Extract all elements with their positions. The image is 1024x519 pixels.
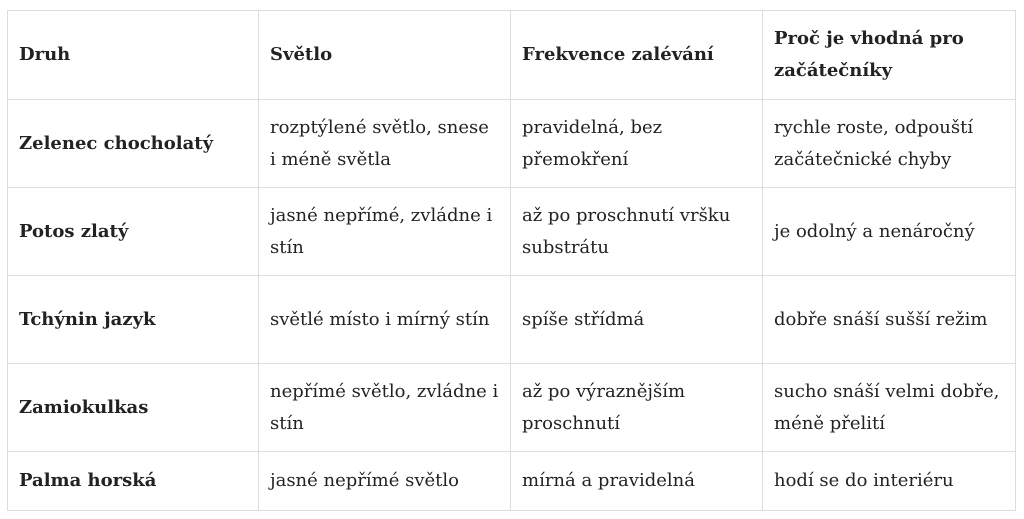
header-cell-svetlo: Světlo (259, 11, 511, 100)
table-cell-watering: až po výraznějším proschnutí (511, 364, 763, 452)
table-header (8, 11, 1016, 100)
table-cell-species: Zamiokulkas (8, 364, 259, 452)
header-cell-frekvence: Frekvence zalévání (511, 11, 763, 100)
table-row (8, 188, 1016, 276)
table-cell-light: jasné nepřímé světlo (259, 452, 511, 511)
table-cell-watering: spíše střídmá (511, 276, 763, 364)
table-row (8, 100, 1016, 188)
table-cell-light: nepřímé světlo, zvládne i stín (259, 364, 511, 452)
table-cell-reason: rychle roste, odpouští začátečnické chyby (763, 100, 1016, 188)
table-row (8, 364, 1016, 452)
table-row (8, 452, 1016, 511)
table-container (7, 10, 1015, 511)
table-cell-watering: pravidelná, bez přemokření (511, 100, 763, 188)
table-cell-reason: sucho snáší velmi dobře, méně přelití (763, 364, 1016, 452)
table-cell-watering: až po proschnutí vršku substrátu (511, 188, 763, 276)
table-cell-species: Zelenec chocholatý (8, 100, 259, 188)
header-cell-proc: Proč je vhodná pro začátečníky (763, 11, 1016, 100)
header-row (8, 11, 1016, 100)
table-cell-species: Palma horská (8, 452, 259, 511)
table-cell-reason: je odolný a nenáročný (763, 188, 1016, 276)
table-body (8, 100, 1016, 511)
table-cell-species: Tchýnin jazyk (8, 276, 259, 364)
table-cell-reason: hodí se do interiéru (763, 452, 1016, 511)
header-cell-druh: Druh (8, 11, 259, 100)
table-cell-light: světlé místo i mírný stín (259, 276, 511, 364)
table-cell-reason: dobře snáší sušší režim (763, 276, 1016, 364)
table-cell-species: Potos zlatý (8, 188, 259, 276)
plant-table (7, 10, 1016, 511)
table-cell-watering: mírná a pravidelná (511, 452, 763, 511)
table-cell-light: jasné nepřímé, zvládne i stín (259, 188, 511, 276)
table-cell-light: rozptýlené světlo, snese i méně světla (259, 100, 511, 188)
table-row (8, 276, 1016, 364)
